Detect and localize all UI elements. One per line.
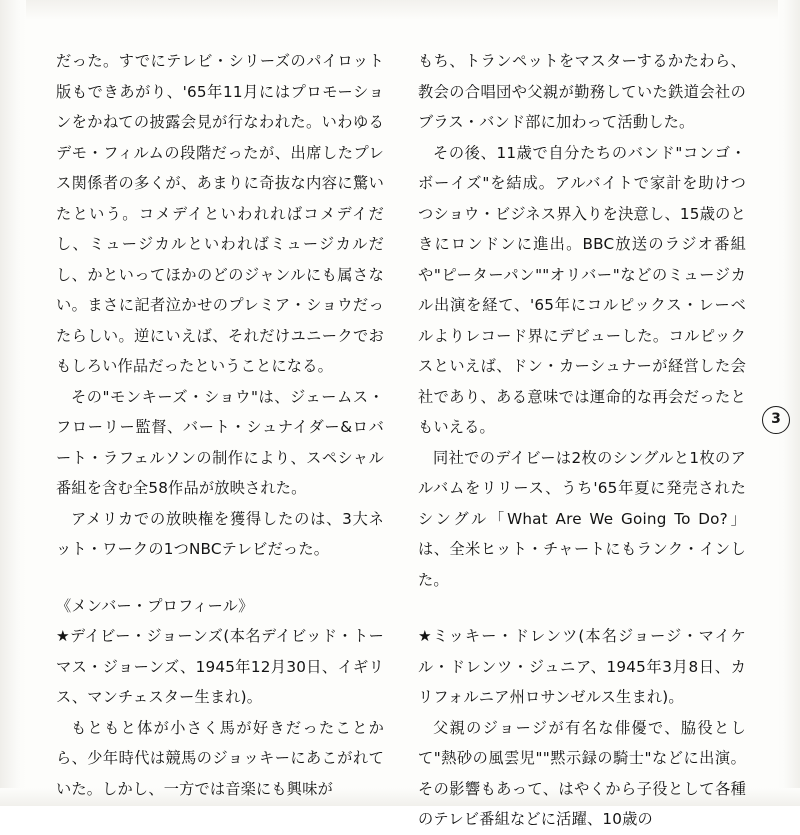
paragraph: もともと体が小さく馬が好きだったことから、少年時代は競馬のジョッキーにあこがれていた。しかし、一方では音楽にも興味が [56,718,384,798]
text-columns [56,46,746,835]
paragraph: アメリカでの放映権を獲得したのは、3大ネット・ワークの1つNBCテレビだった。 [56,509,384,558]
right-column [418,46,746,835]
paragraph: その"モンキーズ・ショウ"は、ジェームス・フローリー監督、バート・シュナイダー&ロバート・ラフェルソンの制作により、スペシャル番組を含む全58作品が放映された。 [56,387,384,497]
paper-edge-right [778,0,800,806]
section-heading: 《メンバー・プロフィール》 [56,596,254,615]
paragraph: 父親のジョージが有名な俳優で、脇役として"熱砂の風雲児""黙示録の騎士"などに出演。その影響もあって、はやくから子役として各種のテレビ番組などに活躍、10歳の [418,718,746,828]
member-entry-heading: ★デイビー・ジョーンズ(本名デイビッド・トーマス・ジョーンズ、1945年12月30日、イギリス、マンチェスター生まれ)。 [56,627,384,706]
paper-edge-left [0,0,26,806]
section-spacer [418,595,746,621]
paper-edge-top [0,0,800,20]
paragraph: だった。すでにテレビ・シリーズのパイロット版もできあがり、'65年11月にはプロモーションをかねての披露会見が行なわれた。いわゆるデモ・フィルムの段階だったが、出席したプレス関係者の多くが、あまりに奇抜な内容に驚いたという。コメデイといわれればコメデイだし、ミュージカルといわればミュージカルだし、かといってほかのどのジャンルにも属さない。まさに記者泣かせのプレミア・ショウだったらしい。逆にいえば、それだけユニークでおもしろい作品だったということになる。 [56,52,384,375]
page-number: 3 [762,406,790,434]
section-spacer [56,565,384,591]
left-column [56,46,384,835]
paragraph: 同社でのデイビーは2枚のシングルと1枚のアルバムをリリース、うち'65年夏に発売されたシングル「What Are We Going To Do?」は、全米ヒット・チャートにもランク・インした。 [418,448,746,589]
paragraph: その後、11歳で自分たちのバンド"コンゴ・ボーイズ"を結成。アルバイトで家計を助けつつショウ・ビジネス界入りを決意し、15歳のときにロンドンに進出。BBC放送のラジオ番組や"ピーターパン""オリバー"などのミュージカル出演を経て、'65年にコルピックス・レーベルよりレコード界にデビューした。コルピックスといえば、ドン・カーシュナーが経営した会社であり、ある意味では運命的な再会だったともいえる。 [418,143,746,436]
member-entry-heading: ★ミッキー・ドレンツ(本名ジョージ・マイケル・ドレンツ・ジュニア、1945年3月8日、カリフォルニア州ロサンゼルス生まれ)。 [418,627,746,706]
paragraph: もち、トランペットをマスターするかたわら、教会の合唱団や父親が勤務していた鉄道会社のブラス・バンド部に加わって活動した。 [418,52,746,131]
